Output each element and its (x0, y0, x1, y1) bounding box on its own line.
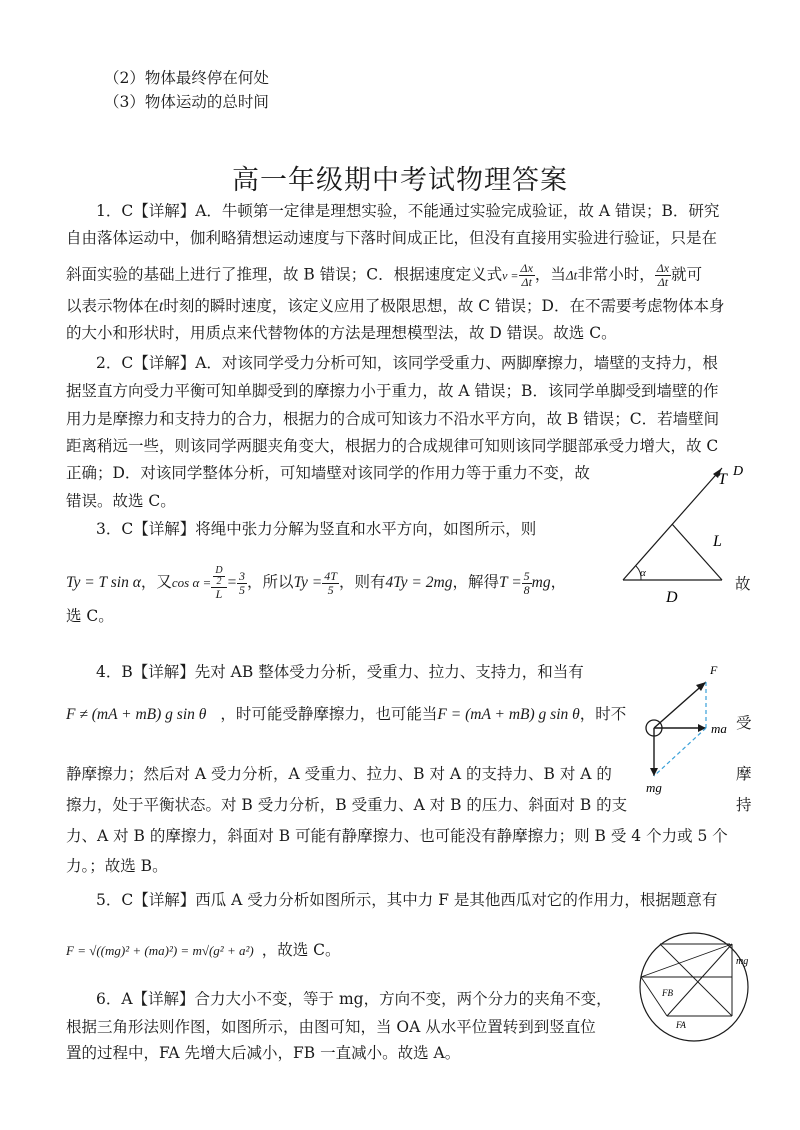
page-title: 高一年级期中考试物理答案 (232, 165, 568, 196)
circle-force-figure (632, 930, 757, 1045)
label-l: L (713, 533, 722, 550)
fb-vector (667, 944, 732, 1016)
answer-6-line-2: 根据三角形法则作图，如图所示，由图可知，当 OA 从水平位置转到到竖直位 (66, 1018, 596, 1036)
force-ma-arrowhead (698, 724, 706, 732)
answer-5-line-1: 5．C【详解】西瓜 A 受力分析如图所示，其中力 F 是其他西瓜对它的作用力，根据题意有 (96, 891, 718, 909)
answer-3-line-1: 3．C【详解】将绳中张力分解为竖直和水平方向，如图所示，则 (96, 520, 537, 538)
answer-6-line-3: 置的过程中，FA 先增大后减小，FB 一直减小。故选 A。 (66, 1044, 461, 1062)
answer-4-line-2: F ≠ (mA + mB) g sin θ ，时可能受静摩擦力，也可能当F = (mA + mB) g sin θ，时不 (66, 705, 627, 723)
question-2: （2）物体最终停在何处 (104, 69, 269, 87)
question-3: （3）物体运动的总时间 (104, 93, 269, 111)
velocity-formula: v = (502, 268, 519, 283)
label-fa: FA (676, 1020, 686, 1030)
tension-triangle-figure (618, 458, 758, 608)
answer-4-line-4: 擦力，处于平衡状态。对 B 受力分析，B 受重力、A 对 B 的压力、斜面对 B 的支 (66, 796, 628, 814)
answer-4-shou: 受 (736, 714, 752, 732)
answer-3-line-2: Ty = T sin α，又cos α = $\frac{\frac{D}{2}}{L}$ = $\frac{3}{5}$ ，所以Ty = $\frac{4T}{5}$ ，则有4Ty = 2mg，解得T = $\frac{5}{8}$ mg， (66, 564, 567, 601)
cos-fraction: $\frac{\frac{D}{2}}{L}$ (211, 566, 226, 601)
label-fb: FB (662, 988, 673, 998)
formula-resultant: F = √((mg)² + (ma)²) = m√(g² + a²) (66, 943, 254, 958)
force-mg-arrowhead (650, 768, 658, 776)
answer-1-line-2: 自由落体运动中，伽利略猜想运动速度与下落时间成正比，但没有直接用实验进行验证，只是在 (66, 229, 718, 247)
fraction-dx-dt-2: $\frac{\Delta x}{\Delta t}$ (656, 261, 670, 289)
label-mg: mg (646, 780, 662, 795)
answer-1-line-5: 的大小和形状时，用质点来代替物体的方法是理想模型法，故 D 错误。故选 C。 (66, 324, 617, 342)
diagonal-1 (641, 944, 732, 977)
answer-2-line-6: 错误。故选 C。 (66, 492, 176, 510)
answer-3-line-3: 选 C。 (66, 607, 114, 625)
answer-4-line-5: 力、A 对 B 的摩擦力，斜面对 B 可能有静摩擦力、也可能没有静摩擦力；则 B 受 4 个力或 5 个 (66, 827, 728, 845)
answer-6-line-1: 6．A【详解】合力大小不变，等于 mg，方向不变，两个分力的夹角不变， (96, 990, 612, 1008)
label-mg-circle: mg (736, 956, 749, 967)
answer-2-line-1: 2．C【详解】A．对该同学受力分析可知，该同学受重力、两脚摩擦力，墙壁的支持力，根 (96, 354, 718, 372)
label-d-top: D (733, 464, 744, 479)
diagonal-2 (660, 944, 732, 1016)
answer-1-line-1: 1．C【详解】A．牛顿第一定律是理想实验，不能通过实验完成验证，故 A 错误；B．研究 (96, 202, 720, 220)
dashed-diagonal (654, 728, 706, 776)
label-ma: ma (711, 721, 727, 736)
answer-4-mo: 摩 (736, 765, 752, 783)
answer-4-line-1: 4．B【详解】先对 AB 整体受力分析，受重力、拉力、支持力，和当有 (96, 663, 584, 681)
answer-4-line-3: 静摩擦力；然后对 A 受力分析，A 受重力、拉力、B 对 A 的支持力、B 对 A 的 (66, 765, 612, 783)
answer-1-line-3: 斜面实验的基础上进行了推理，故 B 错误；C．根据速度定义式v = $\frac{\Delta x}{\Delta t}$ ，当Δt非常小时， $\frac{\Delta x}{\Delta t}$ 就可 (66, 261, 703, 289)
answer-2-line-4: 距离稍远一些，则该同学两腿夹角变大，根据力的合成规律可知则该同学腿部承受力增大，故 C (66, 437, 719, 455)
answer-3-gu: 故 (735, 575, 751, 593)
label-t: T (718, 471, 727, 488)
label-alpha: α (640, 567, 646, 579)
answer-4-line-6: 力。；故选 B。 (66, 857, 168, 875)
answer-5-line-2: F = √((mg)² + (ma)²) = m√(g² + a²) ，故选 C。 (66, 941, 341, 959)
force-vector-figure (638, 660, 734, 800)
answer-4-chi: 持 (736, 796, 752, 814)
force-f-vector (654, 682, 706, 728)
label-d-bottom: D (666, 589, 678, 606)
answer-2-line-3: 用力是摩擦力和支持力的合力，根据力的合成可知该力不沿水平方向，故 B 错误；C．若墙壁间 (66, 410, 720, 428)
answer-2-line-2: 据竖直方向受力平衡可知单脚受到的摩擦力小于重力，故 A 错误；B．该同学单脚受到墙壁的作 (66, 382, 719, 400)
answer-2-line-5: 正确；D．对该同学整体分析，可知墙壁对该同学的作用力等于重力不变，故 (66, 464, 590, 482)
fraction-dx-dt: $\frac{\Delta x}{\Delta t}$ (520, 261, 533, 289)
label-f: F (710, 663, 718, 677)
answer-1-line-4: 以表示物体在t时刻的瞬时速度，该定义应用了极限思想，故 C 错误；D．在不需要考虑物体本身 (66, 297, 725, 315)
